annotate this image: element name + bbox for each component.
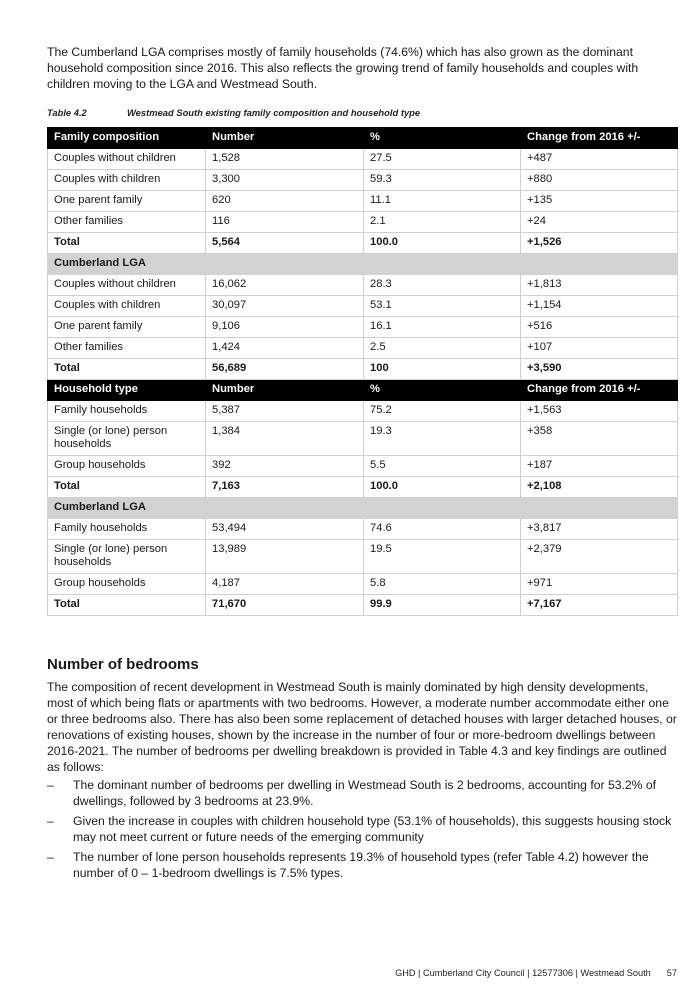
table-cell: 620 (206, 191, 364, 212)
table-cell: +358 (521, 422, 678, 456)
table-row (48, 212, 678, 233)
table-cell: 99.9 (364, 595, 521, 616)
finding-text: The dominant number of bedrooms per dwelling in Westmead South is 2 bedrooms, accounting for 53.2% of dwellings, followed by 3 bedrooms at 23.9%. (73, 778, 657, 808)
finding-text: Given the increase in couples with children household type (53.1% of households), this suggests housing stock may not meet current or future needs of the emerging community (73, 814, 672, 844)
table-row (48, 519, 678, 540)
table-row (48, 540, 678, 574)
bullet-dash: – (47, 850, 54, 864)
table-cell: 19.3 (364, 422, 521, 456)
table-cell: Cumberland LGA (48, 498, 678, 519)
table-cell: 1,528 (206, 149, 364, 170)
table-cell: 7,163 (206, 477, 364, 498)
section-body: The composition of recent development in Westmead South is mainly dominated by high density developments, most of which being flats or apartments with two bedrooms. However, a moderate number accommodate either one or three bedrooms also. There has also been some replacement of detached houses with larger detached houses, or renovations of existing houses, shown by the increase in the number of four or more-bedroom dwellings between 2016-2021. The number of bedrooms per dwelling breakdown is provided in Table 4.3 and key findings are outlined as follows: (47, 680, 677, 774)
table-cell: +1,154 (521, 296, 678, 317)
table-cell: +971 (521, 574, 678, 595)
table-total-row (48, 233, 678, 254)
table-row (48, 401, 678, 422)
finding-item (47, 777, 677, 809)
table-cell: Other families (48, 212, 206, 233)
table-cell: 13,989 (206, 540, 364, 574)
table-cell: 74.6 (364, 519, 521, 540)
table-cell: One parent family (48, 191, 206, 212)
table-cell: Group households (48, 456, 206, 477)
table-cell: Couples with children (48, 170, 206, 191)
table-cell: 5.5 (364, 456, 521, 477)
table-cell: +1,563 (521, 401, 678, 422)
table-cell: +24 (521, 212, 678, 233)
table-cell: Household type (48, 380, 206, 401)
table-cell: 116 (206, 212, 364, 233)
table-cell: +7,167 (521, 595, 678, 616)
page-number: 57 (666, 968, 677, 978)
table-cell: 16,062 (206, 275, 364, 296)
document-page (47, 44, 677, 885)
table-cell: Single (or lone) person households (48, 540, 206, 574)
table-cell: 16.1 (364, 317, 521, 338)
table-cell: 59.3 (364, 170, 521, 191)
table-total-row (48, 477, 678, 498)
table-cell: Single (or lone) person households (48, 422, 206, 456)
table-cell: 5,387 (206, 401, 364, 422)
family-composition-table (47, 127, 678, 616)
table-cell: +516 (521, 317, 678, 338)
table-cell: +1,813 (521, 275, 678, 296)
finding-item (47, 849, 677, 881)
table-cell: Other families (48, 338, 206, 359)
table-cell: Couples without children (48, 275, 206, 296)
table-cell: 71,670 (206, 595, 364, 616)
table-cell: Family households (48, 401, 206, 422)
table-subheading-row (48, 254, 678, 275)
table-header-row (48, 128, 678, 149)
table-cell: +487 (521, 149, 678, 170)
findings-list (47, 777, 677, 881)
table-row (48, 170, 678, 191)
table-cell: 56,689 (206, 359, 364, 380)
table-caption (47, 107, 677, 118)
table-cell: 2.5 (364, 338, 521, 359)
table-cell: 53.1 (364, 296, 521, 317)
table-total-row (48, 359, 678, 380)
table-cell: 5.8 (364, 574, 521, 595)
table-cell: 28.3 (364, 275, 521, 296)
table-cell: Total (48, 233, 206, 254)
table-cell: 1,384 (206, 422, 364, 456)
table-cell: 392 (206, 456, 364, 477)
table-cell: Cumberland LGA (48, 254, 678, 275)
table-subheading-row (48, 498, 678, 519)
table-cell: +187 (521, 456, 678, 477)
table-cell: +135 (521, 191, 678, 212)
table-row (48, 422, 678, 456)
table-row (48, 296, 678, 317)
table-cell: Number (206, 380, 364, 401)
bullet-dash: – (47, 778, 54, 792)
table-cell: +2,379 (521, 540, 678, 574)
table-cell: 75.2 (364, 401, 521, 422)
table-row (48, 149, 678, 170)
table-cell: Total (48, 359, 206, 380)
table-cell: Family households (48, 519, 206, 540)
table-cell: +2,108 (521, 477, 678, 498)
table-cell: Couples without children (48, 149, 206, 170)
table-cell: % (364, 380, 521, 401)
table-row (48, 275, 678, 296)
table-cell: 27.5 (364, 149, 521, 170)
table-cell: % (364, 128, 521, 149)
table-cell: 2.1 (364, 212, 521, 233)
table-row (48, 338, 678, 359)
intro-paragraph: The Cumberland LGA comprises mostly of family households (74.6%) which has also grown as the dominant household composition since 2016. This also reflects the growing trend of family households and couples with children moving to the LGA and Westmead South. (47, 45, 639, 91)
table-cell: 1,424 (206, 338, 364, 359)
table-cell: Change from 2016 +/- (521, 128, 678, 149)
table-cell: 19.5 (364, 540, 521, 574)
finding-text: The number of lone person households represents 19.3% of household types (refer Table 4.2) however the number of 0 – 1-bedroom dwellings is 7.5% types. (73, 850, 649, 880)
table-cell: 53,494 (206, 519, 364, 540)
table-header-row (48, 380, 678, 401)
section-heading: Number of bedrooms (47, 656, 199, 673)
table-cell: 100.0 (364, 477, 521, 498)
table-caption-title: Westmead South existing family composition and household type (127, 107, 421, 118)
table-cell: Group households (48, 574, 206, 595)
table-row (48, 191, 678, 212)
footer-text: GHD | Cumberland City Council | 12577306 | Westmead South (395, 968, 651, 978)
page-footer (395, 968, 677, 978)
table-cell: 30,097 (206, 296, 364, 317)
table-caption-number: Table 4.2 (47, 107, 87, 118)
table-cell: +107 (521, 338, 678, 359)
table-cell: +1,526 (521, 233, 678, 254)
table-cell: One parent family (48, 317, 206, 338)
bullet-dash: – (47, 814, 54, 828)
table-cell: +3,817 (521, 519, 678, 540)
table-cell: +880 (521, 170, 678, 191)
table-cell: Total (48, 477, 206, 498)
table-total-row (48, 595, 678, 616)
table-cell: Total (48, 595, 206, 616)
table-row (48, 317, 678, 338)
finding-item (47, 813, 677, 845)
table-cell: 100 (364, 359, 521, 380)
table-cell: 4,187 (206, 574, 364, 595)
table-cell: Family composition (48, 128, 206, 149)
table-cell: 3,300 (206, 170, 364, 191)
table-cell: Number (206, 128, 364, 149)
table-row (48, 456, 678, 477)
table-cell: +3,590 (521, 359, 678, 380)
table-cell: 100.0 (364, 233, 521, 254)
table-cell: Change from 2016 +/- (521, 380, 678, 401)
table-cell: 11.1 (364, 191, 521, 212)
table-cell: Couples with children (48, 296, 206, 317)
table-row (48, 574, 678, 595)
table-cell: 5,564 (206, 233, 364, 254)
table-cell: 9,106 (206, 317, 364, 338)
